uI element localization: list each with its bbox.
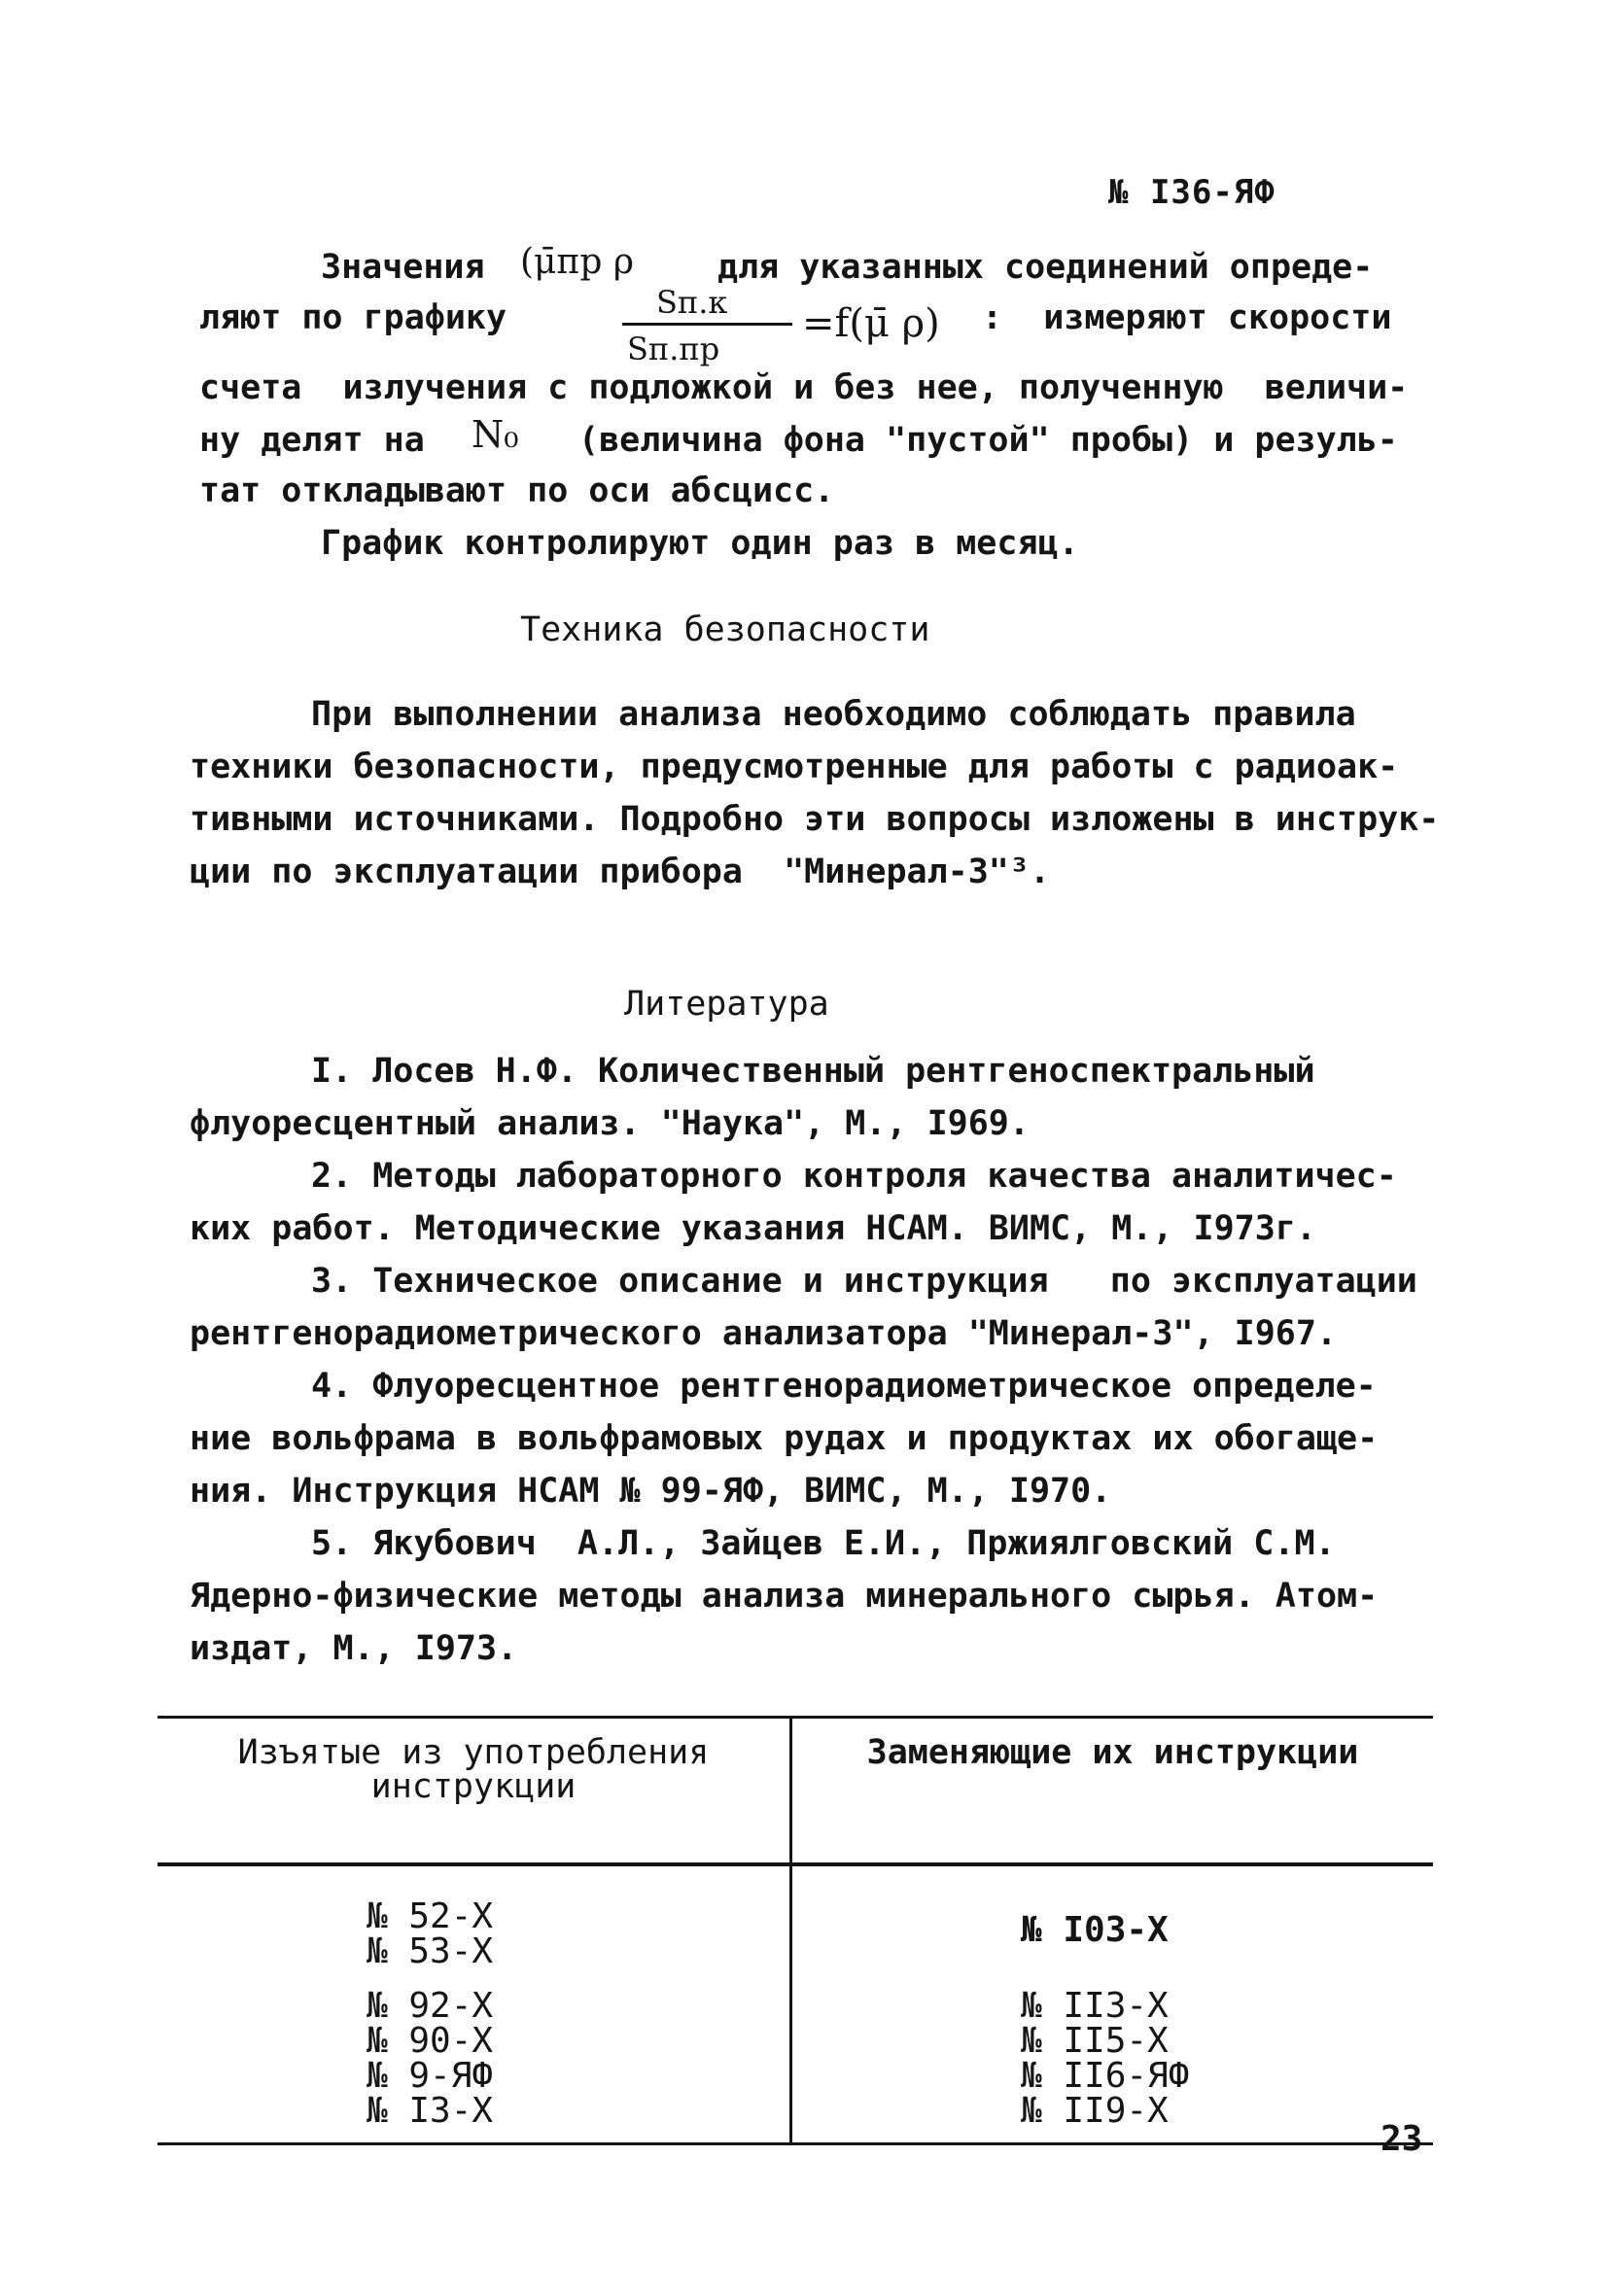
safety-line: техники безопасности, предусмотренные для работы с радиоак- [190,748,1399,786]
list-item: № 9-ЯФ [367,2056,494,2096]
formula-mu-rho: (μ̄пр ρ [520,242,635,282]
intro-line-5: тат откладывают по оси абсцисс. [199,471,835,510]
intro-line-4a: ну делят на [199,421,425,460]
replacement-instructions-header: Заменяющие их инструкции [791,1718,1434,1865]
list-item: № II6-ЯФ [1021,2056,1190,2096]
intro-line-2a: ляют по графику [199,298,507,337]
literature-line: ния. Инструкция НСАМ № 99-ЯФ, ВИМС, М., I970. [190,1472,1112,1511]
literature-line: 4. Флуоресцентное рентгенорадиометрическое определе- [311,1367,1377,1406]
replacement-codes-cell [791,1864,1434,2144]
formula-numerator: Sп.к [656,284,728,321]
safety-line: тивными источниками. Подробно эти вопросы изложены в инструк- [190,800,1440,839]
literature-line: рентгенорадиометрического анализатора "Минерал-3", I967. [190,1314,1338,1353]
document-number: № I36-ЯФ [1108,173,1276,212]
table-row [157,1864,1433,2144]
list-item: № 92-Х [367,1986,494,2026]
intro-line-2b: : измеряют скорости [982,298,1392,337]
safety-line: ции по эксплуатации прибора "Минерал-3"³. [190,852,1051,891]
list-item: № 53-Х [367,1931,494,1971]
formula-n0: N₀ [472,413,519,456]
formula-denominator: Sп.пр [627,330,720,367]
list-spacer [1021,1948,1433,1989]
page-number: 23 [1381,2119,1423,2159]
list-item: № II9-Х [1021,2091,1169,2131]
intro-line-6: График контролируют один раз в месяц. [321,524,1079,563]
literature-line: I. Лосев Н.Ф. Количественный рентгеноспектральный [311,1052,1315,1091]
withdrawn-instructions-header [157,1718,791,1865]
ratio-formula [564,284,1011,371]
table-header-row [157,1718,1433,1865]
literature-line: 5. Якубович А.Л., Зайцев Е.И., Пржиялговский С.М. [311,1524,1336,1563]
literature-line: ние вольфрама в вольфрамовых рудах и продуктах их обогаще- [190,1419,1379,1458]
withdrawn-codes-list [157,1896,789,2131]
withdrawn-header-line-2: инструкции [370,1767,577,1806]
replacement-codes-list [792,1910,1433,2131]
formula-function: =f(μ̄ ρ) [802,301,940,346]
list-item: № II3-Х [1021,1986,1169,2026]
literature-line: 3. Техническое описание и инструкция по эксплуатации [311,1262,1417,1301]
list-item: № I3-Х [367,2091,494,2131]
list-item: № I03-Х [1021,1910,1169,1950]
withdrawn-header-line-1: Изъятые из употребления [237,1733,710,1772]
intro-line-4b: (величина фона "пустой" пробы) и резуль- [578,421,1398,460]
intro-line-1b: для указанных соединений опреде- [717,248,1374,287]
list-item: № II5-Х [1021,2021,1169,2061]
safety-line: При выполнении анализа необходимо соблюдать правила [311,695,1356,734]
list-item: № 90-Х [367,2021,494,2061]
literature-line: флуоресцентный анализ. "Наука", М., I969. [190,1104,1030,1143]
fraction-bar [622,323,792,326]
instructions-replacement-table [157,1716,1433,2145]
literature-line: издат, М., I973. [190,1629,518,1668]
literature-heading: Литература [624,985,829,1024]
literature-line: ких работ. Методические указания НСАМ. ВИМС, М., I973г. [190,1209,1316,1248]
safety-heading: Техника безопасности [520,610,930,649]
intro-line-3: счета излучения с подложкой и без нее, полученную величи- [199,368,1409,407]
intro-line-1a: Значения [321,248,485,287]
literature-line: 2. Методы лабораторного контроля качества аналитичес- [311,1157,1397,1196]
withdrawn-codes-cell [157,1864,791,2144]
list-item: № 52-Х [367,1896,494,1936]
literature-line: Ядерно-физические методы анализа минерального сырья. Атом- [190,1577,1379,1616]
